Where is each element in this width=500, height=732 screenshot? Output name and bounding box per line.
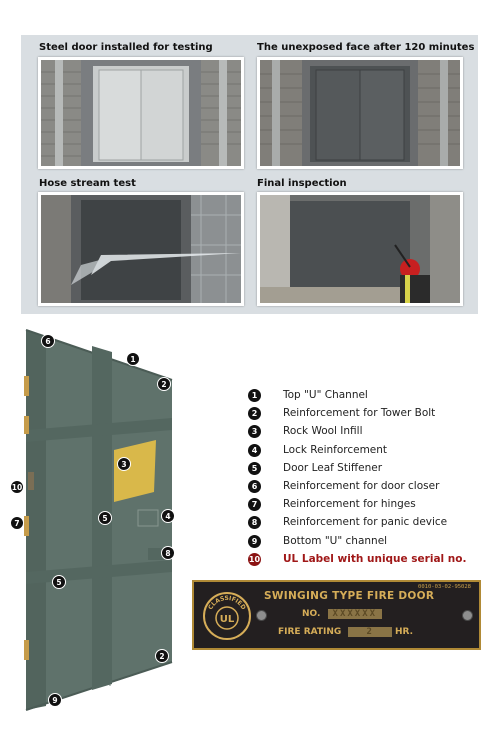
legend-label: Reinforcement for hinges bbox=[283, 498, 416, 511]
legend-number: 5 bbox=[248, 462, 261, 475]
legend-item bbox=[248, 515, 488, 533]
plate-rating-unit: HR. bbox=[395, 627, 414, 637]
diagram-marker-10: 10 bbox=[10, 480, 24, 494]
legend-label: Door Leaf Stiffener bbox=[283, 461, 383, 474]
legend-number: 3 bbox=[248, 425, 261, 438]
component-legend bbox=[248, 388, 488, 570]
screw-icon bbox=[462, 610, 473, 621]
legend-label: Bottom "U" channel bbox=[283, 534, 388, 547]
plate-rating-row bbox=[278, 627, 413, 637]
legend-number: 9 bbox=[248, 535, 261, 548]
ul-label-plate bbox=[192, 580, 481, 650]
legend-label: UL Label with unique serial no. bbox=[283, 552, 467, 565]
legend-item bbox=[248, 443, 488, 461]
photo-final-inspection bbox=[257, 192, 463, 306]
fire-door-diagram bbox=[0, 324, 200, 724]
diagram-marker-8: 8 bbox=[161, 546, 175, 560]
legend-label: Reinforcement for panic device bbox=[283, 516, 448, 529]
legend-label: Top "U" Channel bbox=[283, 389, 368, 401]
legend-item bbox=[248, 388, 488, 406]
photo-caption-1: Steel door installed for testing bbox=[39, 42, 213, 53]
plate-number-row bbox=[302, 609, 382, 619]
legend-number: 4 bbox=[248, 444, 261, 457]
test-photo-panel bbox=[21, 35, 478, 314]
legend-label: Reinforcement for door closer bbox=[283, 479, 440, 492]
legend-number: 10 bbox=[248, 554, 261, 564]
screw-icon bbox=[256, 610, 267, 621]
plate-rating-label: FIRE RATING bbox=[278, 627, 342, 637]
diagram-marker-5: 5 bbox=[98, 511, 112, 525]
legend-label: Rock Wool Infill bbox=[283, 425, 363, 438]
photo-door-installed bbox=[38, 57, 244, 169]
legend-item bbox=[248, 424, 488, 442]
plate-no-label: NO. bbox=[302, 609, 321, 619]
legend-label: Reinforcement for Tower Bolt bbox=[283, 407, 436, 420]
ul-seal-icon bbox=[202, 591, 252, 641]
legend-item bbox=[248, 406, 488, 424]
legend-number: 7 bbox=[248, 498, 261, 511]
seal-ul-text: UL bbox=[219, 614, 235, 625]
diagram-marker-6: 6 bbox=[41, 334, 55, 348]
diagram-marker-7: 7 bbox=[10, 516, 24, 530]
plate-no-value: XXXXXX bbox=[328, 609, 383, 619]
diagram-marker-9: 9 bbox=[48, 693, 62, 707]
photo-hose-stream bbox=[38, 192, 244, 306]
diagram-marker-2: 2 bbox=[157, 377, 171, 391]
legend-item bbox=[248, 461, 488, 479]
diagram-marker-1: 1 bbox=[126, 352, 140, 366]
diagram-marker-4: 4 bbox=[161, 509, 175, 523]
legend-number: 2 bbox=[248, 407, 261, 420]
legend-number: 1 bbox=[248, 389, 261, 402]
legend-number: 6 bbox=[248, 480, 261, 493]
seal-classified-text: CLASSIFIED bbox=[207, 594, 247, 612]
diagram-marker-3: 3 bbox=[117, 457, 131, 471]
photo-caption-4: Final inspection bbox=[257, 178, 347, 189]
photo-caption-2: The unexposed face after 120 minutes bbox=[257, 42, 475, 53]
plate-serial: 0010-03-02-95028 bbox=[418, 584, 471, 590]
legend-item bbox=[248, 534, 488, 552]
legend-number: 8 bbox=[248, 516, 261, 529]
photo-caption-3: Hose stream test bbox=[39, 178, 136, 189]
legend-item bbox=[248, 497, 488, 515]
diagram-marker-5: 5 bbox=[52, 575, 66, 589]
legend-label: Lock Reinforcement bbox=[283, 443, 388, 456]
legend-item-ul-label bbox=[248, 552, 488, 570]
diagram-marker-2: 2 bbox=[155, 649, 169, 663]
legend-item bbox=[248, 479, 488, 497]
plate-title: SWINGING TYPE FIRE DOOR bbox=[264, 590, 435, 602]
photo-unexposed-face bbox=[257, 57, 463, 169]
plate-rating-value: 2 bbox=[348, 627, 391, 637]
